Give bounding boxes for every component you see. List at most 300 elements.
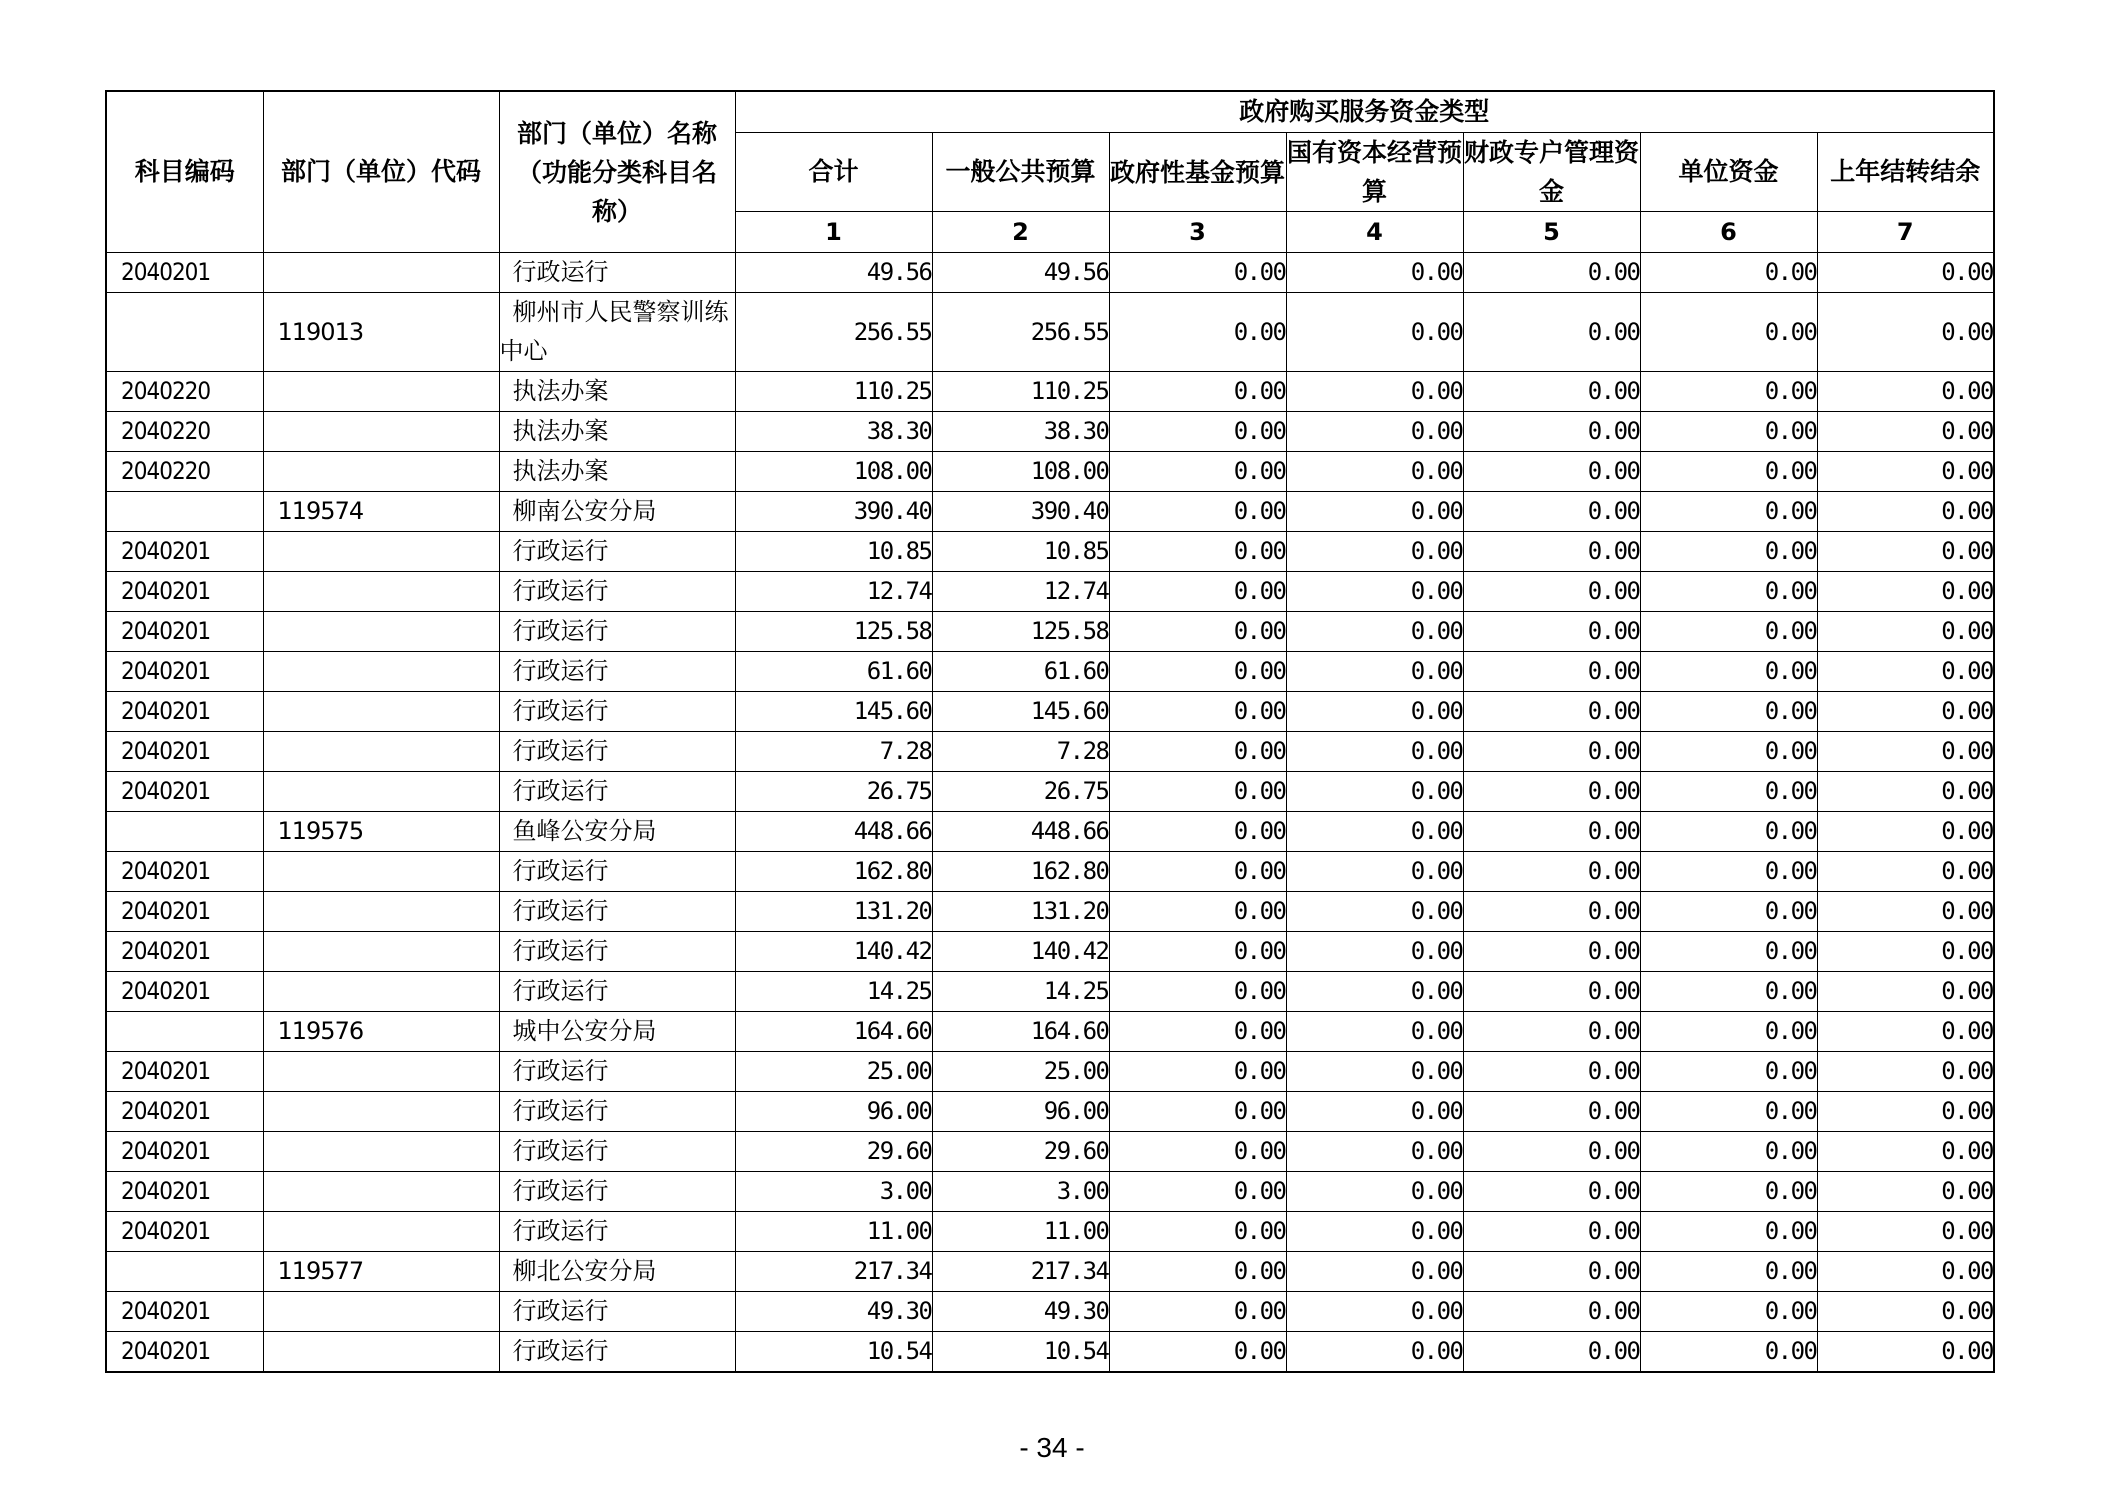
dept-name-cell: 行政运行 bbox=[499, 932, 735, 972]
amount-cell: 0.00 bbox=[1817, 732, 1994, 772]
amount-cell: 0.00 bbox=[1109, 972, 1286, 1012]
dept-name-cell: 行政运行 bbox=[499, 732, 735, 772]
header-col-special-account: 财政专户管理资金 bbox=[1463, 133, 1640, 212]
subject-code-cell bbox=[106, 1012, 263, 1052]
amount-cell: 0.00 bbox=[1286, 892, 1463, 932]
dept-code-cell: 119577 bbox=[263, 1252, 499, 1292]
amount-cell: 0.00 bbox=[1817, 253, 1994, 293]
amount-cell: 145.60 bbox=[735, 692, 932, 732]
amount-cell: 0.00 bbox=[1286, 532, 1463, 572]
table-row bbox=[106, 852, 1994, 892]
dept-name-cell: 行政运行 bbox=[499, 612, 735, 652]
amount-cell: 26.75 bbox=[932, 772, 1109, 812]
amount-cell: 0.00 bbox=[1463, 293, 1640, 372]
amount-cell: 0.00 bbox=[1640, 932, 1817, 972]
amount-cell: 38.30 bbox=[932, 412, 1109, 452]
table-row bbox=[106, 1332, 1994, 1373]
table-row bbox=[106, 692, 1994, 732]
amount-cell: 140.42 bbox=[735, 932, 932, 972]
dept-code-cell bbox=[263, 572, 499, 612]
amount-cell: 0.00 bbox=[1109, 1092, 1286, 1132]
amount-cell: 0.00 bbox=[1640, 652, 1817, 692]
amount-cell: 0.00 bbox=[1463, 1052, 1640, 1092]
amount-cell: 0.00 bbox=[1463, 692, 1640, 732]
subject-code-cell bbox=[106, 293, 263, 372]
amount-cell: 0.00 bbox=[1463, 1252, 1640, 1292]
amount-cell: 0.00 bbox=[1109, 1052, 1286, 1092]
page-number: - 34 - bbox=[1019, 1432, 1085, 1463]
dept-code-cell bbox=[263, 732, 499, 772]
amount-cell: 0.00 bbox=[1109, 612, 1286, 652]
dept-code-cell bbox=[263, 972, 499, 1012]
header-col-number: 3 bbox=[1109, 212, 1286, 253]
header-col-number: 5 bbox=[1463, 212, 1640, 253]
amount-cell: 0.00 bbox=[1640, 772, 1817, 812]
amount-cell: 0.00 bbox=[1286, 492, 1463, 532]
dept-code-cell: 119576 bbox=[263, 1012, 499, 1052]
subject-code-cell: 2040201 bbox=[106, 852, 263, 892]
amount-cell: 0.00 bbox=[1640, 293, 1817, 372]
amount-cell: 0.00 bbox=[1640, 532, 1817, 572]
amount-cell: 0.00 bbox=[1463, 1012, 1640, 1052]
amount-cell: 108.00 bbox=[735, 452, 932, 492]
amount-cell: 0.00 bbox=[1463, 772, 1640, 812]
dept-name-cell: 行政运行 bbox=[499, 972, 735, 1012]
subject-code-cell: 2040201 bbox=[106, 253, 263, 293]
amount-cell: 0.00 bbox=[1286, 692, 1463, 732]
amount-cell: 0.00 bbox=[1109, 1012, 1286, 1052]
table-row bbox=[106, 412, 1994, 452]
dept-name-cell: 行政运行 bbox=[499, 772, 735, 812]
subject-code-cell: 2040201 bbox=[106, 892, 263, 932]
dept-code-cell bbox=[263, 1052, 499, 1092]
table-row bbox=[106, 772, 1994, 812]
amount-cell: 0.00 bbox=[1817, 772, 1994, 812]
amount-cell: 0.00 bbox=[1286, 1212, 1463, 1252]
amount-cell: 0.00 bbox=[1286, 372, 1463, 412]
header-col-total: 合计 bbox=[735, 133, 932, 212]
subject-code-cell: 2040201 bbox=[106, 1172, 263, 1212]
dept-code-cell bbox=[263, 892, 499, 932]
amount-cell: 14.25 bbox=[932, 972, 1109, 1012]
table-row bbox=[106, 1132, 1994, 1172]
amount-cell: 0.00 bbox=[1817, 1332, 1994, 1373]
subject-code-cell: 2040201 bbox=[106, 1132, 263, 1172]
amount-cell: 0.00 bbox=[1640, 812, 1817, 852]
dept-name-cell: 行政运行 bbox=[499, 852, 735, 892]
amount-cell: 0.00 bbox=[1463, 1292, 1640, 1332]
header-dept-name: 部门（单位）名称（功能分类科目名称） bbox=[499, 91, 735, 253]
header-col-gov-fund: 政府性基金预算 bbox=[1109, 133, 1286, 212]
header-col-number: 7 bbox=[1817, 212, 1994, 253]
subject-code-cell: 2040201 bbox=[106, 1292, 263, 1332]
header-col-unit-funds: 单位资金 bbox=[1640, 133, 1817, 212]
amount-cell: 390.40 bbox=[735, 492, 932, 532]
amount-cell: 96.00 bbox=[735, 1092, 932, 1132]
dept-code-cell: 119574 bbox=[263, 492, 499, 532]
amount-cell: 0.00 bbox=[1640, 692, 1817, 732]
amount-cell: 0.00 bbox=[1463, 372, 1640, 412]
amount-cell: 0.00 bbox=[1109, 1172, 1286, 1212]
amount-cell: 0.00 bbox=[1640, 1212, 1817, 1252]
amount-cell: 0.00 bbox=[1463, 932, 1640, 972]
table-row bbox=[106, 452, 1994, 492]
dept-code-cell bbox=[263, 532, 499, 572]
amount-cell: 0.00 bbox=[1109, 812, 1286, 852]
amount-cell: 0.00 bbox=[1286, 852, 1463, 892]
amount-cell: 7.28 bbox=[932, 732, 1109, 772]
amount-cell: 14.25 bbox=[735, 972, 932, 1012]
amount-cell: 0.00 bbox=[1463, 1172, 1640, 1212]
amount-cell: 0.00 bbox=[1286, 652, 1463, 692]
dept-name-cell: 柳北公安分局 bbox=[499, 1252, 735, 1292]
dept-name-cell: 行政运行 bbox=[499, 892, 735, 932]
amount-cell: 0.00 bbox=[1286, 1172, 1463, 1212]
dept-code-cell bbox=[263, 652, 499, 692]
amount-cell: 0.00 bbox=[1463, 892, 1640, 932]
amount-cell: 0.00 bbox=[1109, 772, 1286, 812]
amount-cell: 26.75 bbox=[735, 772, 932, 812]
amount-cell: 3.00 bbox=[932, 1172, 1109, 1212]
dept-code-cell bbox=[263, 772, 499, 812]
amount-cell: 0.00 bbox=[1817, 972, 1994, 1012]
dept-name-cell: 行政运行 bbox=[499, 692, 735, 732]
header-col-number: 2 bbox=[932, 212, 1109, 253]
subject-code-cell bbox=[106, 812, 263, 852]
subject-code-cell bbox=[106, 1252, 263, 1292]
amount-cell: 10.54 bbox=[735, 1332, 932, 1373]
amount-cell: 0.00 bbox=[1817, 452, 1994, 492]
amount-cell: 12.74 bbox=[932, 572, 1109, 612]
table-row bbox=[106, 892, 1994, 932]
subject-code-cell: 2040201 bbox=[106, 1332, 263, 1373]
dept-name-cell: 行政运行 bbox=[499, 1172, 735, 1212]
amount-cell: 0.00 bbox=[1286, 412, 1463, 452]
amount-cell: 0.00 bbox=[1817, 532, 1994, 572]
subject-code-cell: 2040201 bbox=[106, 932, 263, 972]
amount-cell: 0.00 bbox=[1109, 892, 1286, 932]
amount-cell: 0.00 bbox=[1817, 492, 1994, 532]
amount-cell: 0.00 bbox=[1817, 1212, 1994, 1252]
amount-cell: 49.30 bbox=[735, 1292, 932, 1332]
amount-cell: 110.25 bbox=[735, 372, 932, 412]
amount-cell: 11.00 bbox=[735, 1212, 932, 1252]
amount-cell: 0.00 bbox=[1463, 492, 1640, 532]
amount-cell: 0.00 bbox=[1109, 532, 1286, 572]
amount-cell: 0.00 bbox=[1286, 972, 1463, 1012]
amount-cell: 0.00 bbox=[1640, 1252, 1817, 1292]
amount-cell: 0.00 bbox=[1640, 1092, 1817, 1132]
amount-cell: 10.85 bbox=[735, 532, 932, 572]
amount-cell: 0.00 bbox=[1463, 812, 1640, 852]
subject-code-cell: 2040201 bbox=[106, 972, 263, 1012]
amount-cell: 131.20 bbox=[735, 892, 932, 932]
amount-cell: 25.00 bbox=[932, 1052, 1109, 1092]
amount-cell: 38.30 bbox=[735, 412, 932, 452]
amount-cell: 0.00 bbox=[1817, 932, 1994, 972]
dept-code-cell bbox=[263, 452, 499, 492]
header-col-number: 4 bbox=[1286, 212, 1463, 253]
amount-cell: 0.00 bbox=[1640, 1292, 1817, 1332]
subject-code-cell: 2040220 bbox=[106, 412, 263, 452]
table-row bbox=[106, 1052, 1994, 1092]
dept-name-cell: 执法办案 bbox=[499, 452, 735, 492]
dept-name-cell: 行政运行 bbox=[499, 1212, 735, 1252]
dept-name-cell: 行政运行 bbox=[499, 1292, 735, 1332]
header-col-general-budget: 一般公共预算 bbox=[932, 133, 1109, 212]
amount-cell: 0.00 bbox=[1640, 852, 1817, 892]
amount-cell: 0.00 bbox=[1109, 452, 1286, 492]
amount-cell: 3.00 bbox=[735, 1172, 932, 1212]
dept-code-cell bbox=[263, 852, 499, 892]
table-row bbox=[106, 612, 1994, 652]
dept-name-cell: 鱼峰公安分局 bbox=[499, 812, 735, 852]
amount-cell: 108.00 bbox=[932, 452, 1109, 492]
subject-code-cell: 2040201 bbox=[106, 1212, 263, 1252]
dept-name-cell: 执法办案 bbox=[499, 412, 735, 452]
dept-name-cell: 行政运行 bbox=[499, 1132, 735, 1172]
amount-cell: 0.00 bbox=[1286, 812, 1463, 852]
subject-code-cell: 2040201 bbox=[106, 1092, 263, 1132]
dept-code-cell bbox=[263, 412, 499, 452]
dept-code-cell bbox=[263, 932, 499, 972]
table-row bbox=[106, 532, 1994, 572]
amount-cell: 0.00 bbox=[1640, 1132, 1817, 1172]
amount-cell: 0.00 bbox=[1286, 932, 1463, 972]
amount-cell: 0.00 bbox=[1640, 1172, 1817, 1212]
amount-cell: 0.00 bbox=[1109, 852, 1286, 892]
amount-cell: 0.00 bbox=[1109, 932, 1286, 972]
amount-cell: 0.00 bbox=[1640, 972, 1817, 1012]
dept-name-cell: 行政运行 bbox=[499, 253, 735, 293]
amount-cell: 0.00 bbox=[1109, 652, 1286, 692]
amount-cell: 12.74 bbox=[735, 572, 932, 612]
amount-cell: 0.00 bbox=[1640, 412, 1817, 452]
amount-cell: 0.00 bbox=[1640, 572, 1817, 612]
table-row bbox=[106, 972, 1994, 1012]
amount-cell: 0.00 bbox=[1109, 692, 1286, 732]
amount-cell: 0.00 bbox=[1286, 572, 1463, 612]
amount-cell: 0.00 bbox=[1817, 1252, 1994, 1292]
amount-cell: 0.00 bbox=[1640, 452, 1817, 492]
dept-code-cell bbox=[263, 612, 499, 652]
subject-code-cell: 2040201 bbox=[106, 532, 263, 572]
table-row bbox=[106, 932, 1994, 972]
amount-cell: 448.66 bbox=[735, 812, 932, 852]
budget-table bbox=[105, 90, 1995, 1373]
amount-cell: 49.56 bbox=[932, 253, 1109, 293]
dept-name-cell: 执法办案 bbox=[499, 372, 735, 412]
subject-code-cell bbox=[106, 492, 263, 532]
header-dept-code: 部门（单位）代码 bbox=[263, 91, 499, 253]
amount-cell: 0.00 bbox=[1109, 572, 1286, 612]
amount-cell: 0.00 bbox=[1109, 1332, 1286, 1373]
header-col-number: 1 bbox=[735, 212, 932, 253]
dept-name-cell: 行政运行 bbox=[499, 572, 735, 612]
amount-cell: 0.00 bbox=[1109, 732, 1286, 772]
header-col-state-capital: 国有资本经营预算 bbox=[1286, 133, 1463, 212]
dept-code-cell: 119575 bbox=[263, 812, 499, 852]
amount-cell: 0.00 bbox=[1286, 1132, 1463, 1172]
dept-code-cell bbox=[263, 1212, 499, 1252]
amount-cell: 0.00 bbox=[1286, 1332, 1463, 1373]
table-row bbox=[106, 812, 1994, 852]
subject-code-cell: 2040201 bbox=[106, 732, 263, 772]
subject-code-cell: 2040201 bbox=[106, 692, 263, 732]
header-col-carryover: 上年结转结余 bbox=[1817, 133, 1994, 212]
header-subject-code: 科目编码 bbox=[106, 91, 263, 253]
amount-cell: 49.56 bbox=[735, 253, 932, 293]
amount-cell: 0.00 bbox=[1109, 293, 1286, 372]
amount-cell: 29.60 bbox=[932, 1132, 1109, 1172]
table-row bbox=[106, 1252, 1994, 1292]
dept-code-cell bbox=[263, 253, 499, 293]
amount-cell: 0.00 bbox=[1817, 1092, 1994, 1132]
amount-cell: 0.00 bbox=[1817, 293, 1994, 372]
amount-cell: 0.00 bbox=[1640, 732, 1817, 772]
amount-cell: 0.00 bbox=[1817, 892, 1994, 932]
amount-cell: 0.00 bbox=[1817, 1132, 1994, 1172]
amount-cell: 0.00 bbox=[1286, 1052, 1463, 1092]
dept-code-cell bbox=[263, 1332, 499, 1373]
amount-cell: 0.00 bbox=[1109, 253, 1286, 293]
header-col-number: 6 bbox=[1640, 212, 1817, 253]
dept-code-cell: 119013 bbox=[263, 293, 499, 372]
amount-cell: 0.00 bbox=[1286, 1252, 1463, 1292]
dept-name-cell: 行政运行 bbox=[499, 1052, 735, 1092]
amount-cell: 256.55 bbox=[735, 293, 932, 372]
amount-cell: 256.55 bbox=[932, 293, 1109, 372]
dept-code-cell bbox=[263, 1172, 499, 1212]
table-row bbox=[106, 1092, 1994, 1132]
amount-cell: 0.00 bbox=[1463, 612, 1640, 652]
amount-cell: 0.00 bbox=[1817, 852, 1994, 892]
amount-cell: 0.00 bbox=[1817, 1052, 1994, 1092]
amount-cell: 0.00 bbox=[1463, 732, 1640, 772]
amount-cell: 0.00 bbox=[1286, 253, 1463, 293]
amount-cell: 0.00 bbox=[1286, 612, 1463, 652]
amount-cell: 0.00 bbox=[1109, 412, 1286, 452]
amount-cell: 110.25 bbox=[932, 372, 1109, 412]
amount-cell: 0.00 bbox=[1463, 412, 1640, 452]
amount-cell: 0.00 bbox=[1640, 372, 1817, 412]
amount-cell: 0.00 bbox=[1286, 1012, 1463, 1052]
amount-cell: 0.00 bbox=[1463, 972, 1640, 1012]
amount-cell: 0.00 bbox=[1286, 293, 1463, 372]
amount-cell: 164.60 bbox=[932, 1012, 1109, 1052]
amount-cell: 0.00 bbox=[1109, 492, 1286, 532]
table-row bbox=[106, 492, 1994, 532]
dept-code-cell bbox=[263, 372, 499, 412]
amount-cell: 0.00 bbox=[1817, 412, 1994, 452]
dept-code-cell bbox=[263, 1132, 499, 1172]
amount-cell: 25.00 bbox=[735, 1052, 932, 1092]
amount-cell: 0.00 bbox=[1640, 892, 1817, 932]
subject-code-cell: 2040220 bbox=[106, 452, 263, 492]
table-row bbox=[106, 572, 1994, 612]
amount-cell: 0.00 bbox=[1463, 852, 1640, 892]
dept-name-cell: 城中公安分局 bbox=[499, 1012, 735, 1052]
amount-cell: 217.34 bbox=[932, 1252, 1109, 1292]
amount-cell: 0.00 bbox=[1109, 1212, 1286, 1252]
amount-cell: 217.34 bbox=[735, 1252, 932, 1292]
amount-cell: 0.00 bbox=[1109, 1132, 1286, 1172]
amount-cell: 0.00 bbox=[1463, 452, 1640, 492]
amount-cell: 0.00 bbox=[1286, 732, 1463, 772]
amount-cell: 0.00 bbox=[1286, 1092, 1463, 1132]
dept-name-cell: 行政运行 bbox=[499, 1332, 735, 1373]
dept-name-cell: 行政运行 bbox=[499, 532, 735, 572]
amount-cell: 0.00 bbox=[1817, 1012, 1994, 1052]
amount-cell: 164.60 bbox=[735, 1012, 932, 1052]
amount-cell: 0.00 bbox=[1463, 572, 1640, 612]
table-row bbox=[106, 1292, 1994, 1332]
subject-code-cell: 2040201 bbox=[106, 772, 263, 812]
amount-cell: 0.00 bbox=[1286, 452, 1463, 492]
subject-code-cell: 2040201 bbox=[106, 572, 263, 612]
header-fund-type-group: 政府购买服务资金类型 bbox=[735, 91, 1994, 133]
table-row bbox=[106, 372, 1994, 412]
amount-cell: 49.30 bbox=[932, 1292, 1109, 1332]
amount-cell: 61.60 bbox=[735, 652, 932, 692]
amount-cell: 448.66 bbox=[932, 812, 1109, 852]
subject-code-cell: 2040220 bbox=[106, 372, 263, 412]
table-row bbox=[106, 1212, 1994, 1252]
amount-cell: 162.80 bbox=[932, 852, 1109, 892]
dept-name-cell: 行政运行 bbox=[499, 652, 735, 692]
amount-cell: 0.00 bbox=[1463, 652, 1640, 692]
amount-cell: 0.00 bbox=[1109, 1292, 1286, 1332]
amount-cell: 0.00 bbox=[1463, 532, 1640, 572]
subject-code-cell: 2040201 bbox=[106, 612, 263, 652]
amount-cell: 0.00 bbox=[1640, 1332, 1817, 1373]
dept-code-cell bbox=[263, 692, 499, 732]
amount-cell: 10.54 bbox=[932, 1332, 1109, 1373]
dept-code-cell bbox=[263, 1092, 499, 1132]
amount-cell: 0.00 bbox=[1463, 1212, 1640, 1252]
amount-cell: 131.20 bbox=[932, 892, 1109, 932]
subject-code-cell: 2040201 bbox=[106, 652, 263, 692]
table-row bbox=[106, 293, 1994, 372]
amount-cell: 0.00 bbox=[1817, 372, 1994, 412]
amount-cell: 7.28 bbox=[735, 732, 932, 772]
table-row bbox=[106, 1012, 1994, 1052]
amount-cell: 0.00 bbox=[1640, 492, 1817, 532]
amount-cell: 162.80 bbox=[735, 852, 932, 892]
subject-code-cell: 2040201 bbox=[106, 1052, 263, 1092]
amount-cell: 0.00 bbox=[1817, 612, 1994, 652]
table-row bbox=[106, 652, 1994, 692]
amount-cell: 390.40 bbox=[932, 492, 1109, 532]
amount-cell: 0.00 bbox=[1640, 1052, 1817, 1092]
table-body bbox=[106, 253, 1994, 1373]
amount-cell: 125.58 bbox=[932, 612, 1109, 652]
table-row bbox=[106, 732, 1994, 772]
amount-cell: 0.00 bbox=[1640, 612, 1817, 652]
amount-cell: 0.00 bbox=[1817, 572, 1994, 612]
amount-cell: 0.00 bbox=[1286, 772, 1463, 812]
amount-cell: 0.00 bbox=[1817, 652, 1994, 692]
amount-cell: 140.42 bbox=[932, 932, 1109, 972]
amount-cell: 145.60 bbox=[932, 692, 1109, 732]
dept-name-cell: 柳南公安分局 bbox=[499, 492, 735, 532]
amount-cell: 0.00 bbox=[1817, 692, 1994, 732]
amount-cell: 0.00 bbox=[1817, 1292, 1994, 1332]
dept-name-cell: 行政运行 bbox=[499, 1092, 735, 1132]
amount-cell: 0.00 bbox=[1640, 1012, 1817, 1052]
amount-cell: 0.00 bbox=[1463, 1092, 1640, 1132]
amount-cell: 0.00 bbox=[1463, 1332, 1640, 1373]
